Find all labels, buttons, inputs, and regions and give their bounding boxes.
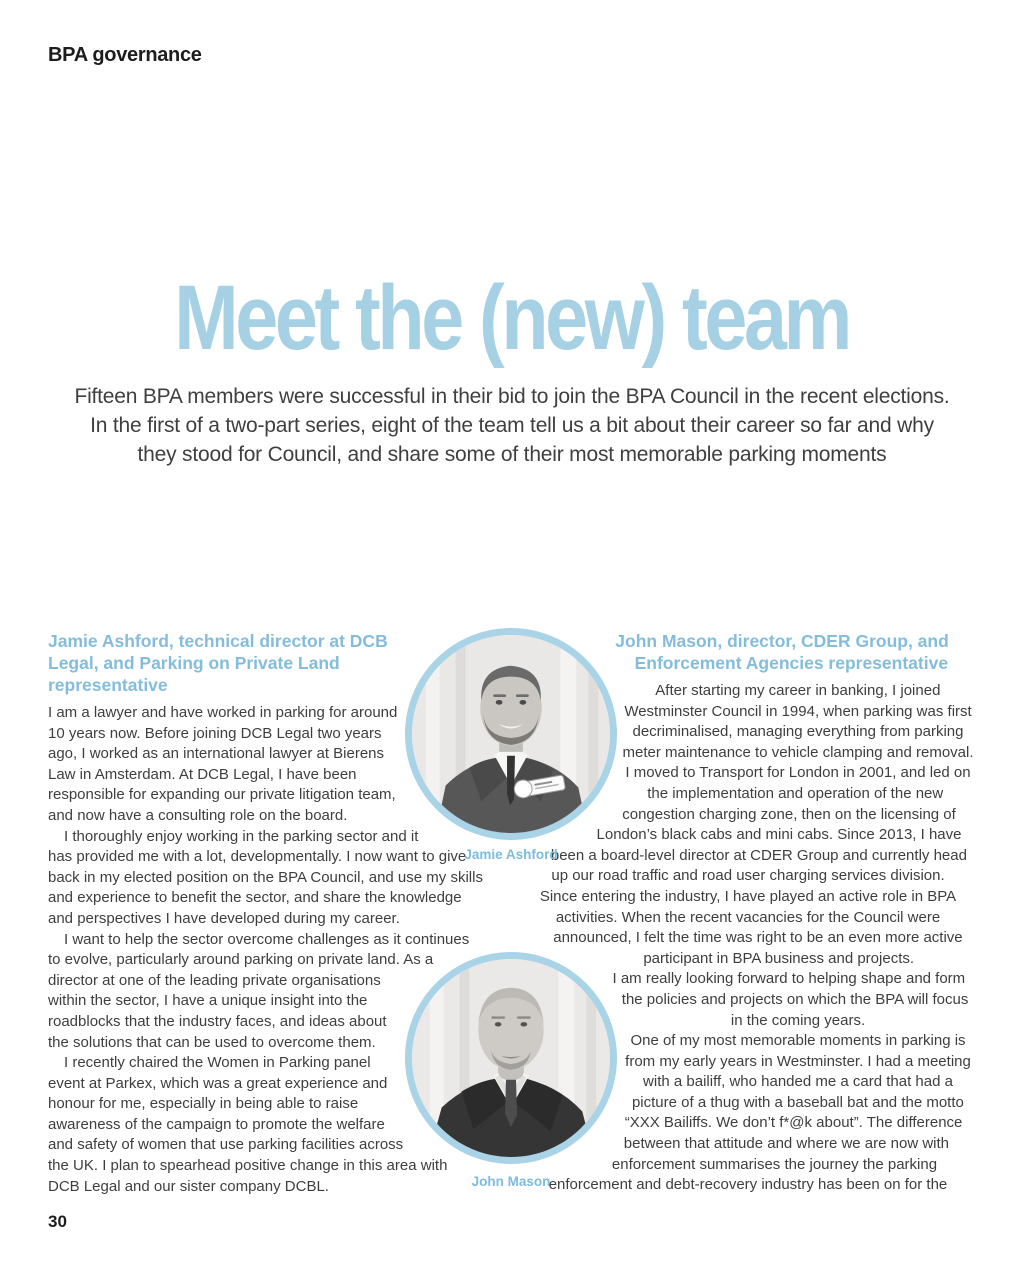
page-number: 30 <box>48 1212 67 1231</box>
profile-paragraph: I thoroughly enjoy working in the parking sector and it has provided me with a lot, developmentally. I now want to give back in my elected position on the BPA Council, and use my skills and experience to benefit the sector, and share the knowledge and perspectives I have developed during my career. <box>48 827 483 927</box>
profile-paragraph: I recently chaired the Women in Parking panel event at Parkex, which was a great experience and honour for me, especially in being able to raise awareness of the campaign to promote the welfare and safety of women that use parking facilities across the UK. I plan to spearhead positive change in this area with DCB Legal and our sister company DCBL. <box>48 1054 448 1195</box>
page-title-text: Meet the (new) team <box>174 267 850 369</box>
profile-paragraph: I want to help the sector overcome challenges as it continues to evolve, particularly around parking on private land. As a director at one of the leading private organisations within the sector, I have a unique insight into the roadblocks that the industry faces, and ideas about the solutions that can be used to overcome them. <box>48 930 470 1051</box>
profile-heading-john: John Mason, director, CDER Group, and Enforcement Agencies representative <box>615 631 949 673</box>
profile-paragraph: I am a lawyer and have worked in parking for around 10 years now. Before joining DCB Legal two years ago, I worked as an international lawyer at Bierens Law in Amsterdam. At DCB Legal, I have been responsible for expanding our private litigation team, and now have a consulting role on the board. <box>48 704 398 824</box>
profile-paragraph: Since entering the industry, I have played an active role in BPA activities. When the recent vacancies for the Council were announced, I felt the time was right to be an even more active participant in BPA business and projects. <box>539 887 963 967</box>
jamie-ashford-portrait-graphic <box>412 635 610 833</box>
profile-heading-jamie: Jamie Ashford, technical director at DCB Legal, and Parking on Private Land representative <box>48 631 388 695</box>
john-mason-photo <box>405 952 617 1164</box>
page-title <box>0 266 1024 371</box>
profile-paragraph: I am really looking forward to helping shape and form the policies and projects on which the BPA will focus in the coming years. <box>612 970 969 1029</box>
photo-caption-john: John Mason <box>471 1174 551 1189</box>
profile-paragraph: After starting my career in banking, I joined Westminster Council in 1994, when parking was first decriminalised, managing everything from parking meter maintenance to vehicle clamping and removal. I moved to Transport for London in 2001, and led on the implementation and operation of the new congestion charging zone, then on the licensing of London’s black cabs and mini cabs. Since 2013, I have been a board-level director at CDER Group and currently head up our road traffic and road user charging services division. <box>550 682 974 885</box>
john-mason-portrait-graphic <box>412 959 610 1157</box>
section-kicker: BPA governance <box>48 44 202 66</box>
photo-caption-jamie: Jamie Ashford <box>464 847 558 862</box>
profile-paragraph: One of my most memorable moments in parking is from my early years in Westminster. I had a meeting with a bailiff, who handed me a card that had a picture of a thug with a baseball bat and the motto “XXX Bailiffs. We don’t f*@k about”. The difference between that attitude and where we are now with enforcement summarises the journey the parking enforcement and debt-recovery industry has been on for the <box>548 1032 971 1194</box>
jamie-ashford-photo <box>405 628 617 840</box>
intro-standfirst: Fifteen BPA members were successful in their bid to join the BPA Council in the recent elections. In the first of a two-part series, eight of the team tell us a bit about their career so far and why they stood for Council, and share some of their most memorable parking moments <box>74 385 950 466</box>
